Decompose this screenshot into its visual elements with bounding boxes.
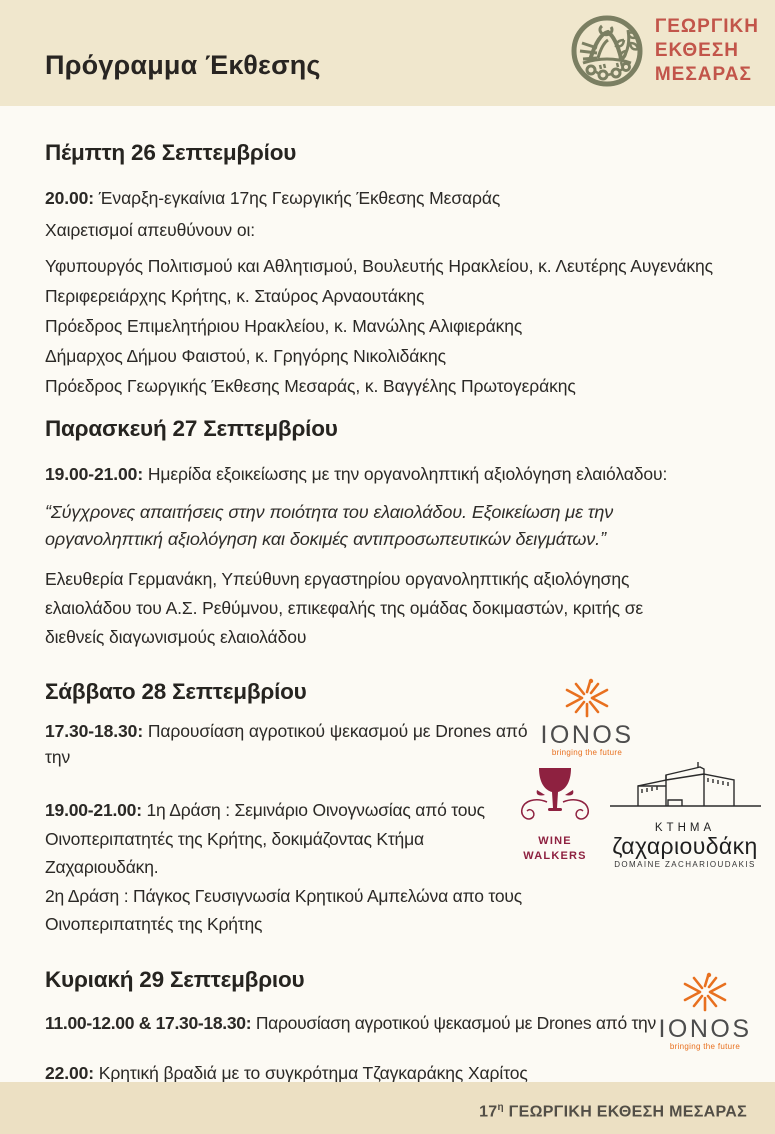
page-header xyxy=(0,0,775,106)
event xyxy=(45,461,745,487)
day-section-sunday xyxy=(45,966,752,1086)
wine-walkers-line1: WINE xyxy=(538,835,572,847)
ionos-logo xyxy=(657,972,753,1051)
day-title: Κυριακή 29 Σεπτεμβριου xyxy=(45,966,305,992)
day-section-thursday xyxy=(45,139,745,401)
ktima-zachariudaki-logo xyxy=(601,762,769,869)
footer-label: ΓΕΩΡΓΙΚΗ ΕΚΘΕΣΗ ΜΕΣΑΡΑΣ xyxy=(503,1103,747,1121)
exhibition-logo-line2: ΕΚΘΕΣΗ xyxy=(654,40,739,61)
exhibition-logo-line1: ΓΕΩΡΓΙΚΗ xyxy=(654,16,759,37)
event-time: 22.00: xyxy=(45,1062,95,1083)
exhibition-logo-text xyxy=(655,15,759,87)
event-text: Έναρξη-εγκαίνια 17ης Γεωργικής Έκθεσης Μεσαράς xyxy=(98,188,501,208)
exhibition-logo xyxy=(569,13,759,89)
event-time: 19.00-21.00: xyxy=(45,800,142,820)
greeter-item: Δήμαρχος Δήμου Φαιστού, κ. Γρηγόρης Νικολιδάκης xyxy=(45,346,446,366)
program-body xyxy=(45,106,758,1086)
wine-glass-icon xyxy=(517,766,593,828)
event-time: 19.00-21.00: xyxy=(45,464,144,484)
ionos-starburst-icon xyxy=(564,678,610,718)
seminar-quote: “Σύγχρονες απαιτήσεις στην ποιότητα του ελαιολάδου. Εξοικείωση με την οργανοληπτική αξιολόγηση και δοκιμές αντιπροσωπευτικών δειγμάτων.” xyxy=(45,502,614,549)
day-title: Πέμπτη 26 Σεπτεμβρίου xyxy=(45,140,297,165)
greeter-item: Περιφερειάρχης Κρήτης, κ. Σταύρος Αρναουτάκης xyxy=(45,286,425,306)
day-title: Σάββατο 28 Σεπτεμβρίου xyxy=(45,679,307,704)
ionos-tagline: bringing the future xyxy=(669,1041,741,1051)
ktima-line2: ζαχαριουδάκη xyxy=(612,833,758,859)
wine-events-text xyxy=(45,796,523,939)
greetings-intro: Χαιρετισμοί απευθύνουν οι: xyxy=(45,220,256,240)
day-section-friday xyxy=(45,415,745,652)
event-time: 11.00-12.00 & 17.30-18.30: xyxy=(45,1012,252,1033)
page-footer xyxy=(0,1082,775,1134)
event xyxy=(45,185,745,211)
event-text: 2η Δράση : Πάγκος Γευσιγνωσία Κρητικού Αμπελώνα απο τους Οινοπεριπατητές της Κρήτης xyxy=(45,885,522,934)
wine-walkers-logo xyxy=(511,766,599,863)
ionos-starburst-icon xyxy=(682,972,728,1012)
event-text: Παρουσίαση αγροτικού ψεκασμού με Drones από την xyxy=(45,721,528,767)
exhibition-emblem-icon xyxy=(569,13,645,89)
footer-edition: 17 xyxy=(479,1103,498,1121)
event-text: Παρουσίαση αγροτικού ψεκασμού με Drones από την xyxy=(255,1012,656,1033)
page-title: Πρόγραμμα Έκθεσης xyxy=(45,50,321,80)
event xyxy=(45,796,523,882)
event-time: 17.30-18.30: xyxy=(45,721,144,741)
event-text: 1η Δράση : Σεμινάριο Οινογνωσίας από τους Οινοπεριπατητές της Κρήτης, δοκιμάζοντας Κτήμα Ζαχαριουδάκη. xyxy=(45,800,485,877)
ktima-line3: DOMAINE ZACHARIOUDAKIS xyxy=(614,860,756,869)
event-text: Κρητική βραδιά με το συγκρότημα Τζαγκαράκης Χαρίτος xyxy=(98,1062,528,1083)
day-section-saturday xyxy=(45,678,758,939)
ionos-tagline: bringing the future xyxy=(551,748,623,757)
event xyxy=(45,1010,665,1036)
ionos-logo-text: IONOS xyxy=(658,1014,752,1043)
winery-building-icon xyxy=(608,762,763,812)
greeter-item: Υφυπουργός Πολιτισμού και Αθλητισμού, Βουλευτής Ηρακλείου, κ. Λευτέρης Αυγενάκης xyxy=(45,256,713,276)
footer-text xyxy=(479,1082,747,1134)
ionos-logo xyxy=(539,678,635,757)
exhibition-logo-line3: ΜΕΣΑΡΑΣ xyxy=(654,64,752,85)
ktima-line1: ΚΤΗΜΑ xyxy=(654,822,716,834)
day-title: Παρασκευή 27 Σεπτεμβρίου xyxy=(45,416,338,441)
speaker-bio: Ελευθερία Γερμανάκη, Υπεύθυνη εργαστηρίου οργανοληπτικής αξιολόγησης ελαιολάδου του Α.Σ. Ρεθύμνου, επικεφαλής της ομάδας δοκιμαστών, κριτής σε διεθνείς διαγωνισμούς ελαιολάδου xyxy=(45,569,644,647)
footer-edition-sup: η xyxy=(497,1102,504,1113)
greeter-item: Πρόεδρος Γεωργικής Έκθεσης Μεσαράς, κ. Βαγγέλης Πρωτογεράκης xyxy=(45,376,576,396)
greeters-list xyxy=(45,251,745,401)
event xyxy=(45,718,545,770)
event-time: 20.00: xyxy=(45,188,95,208)
greeter-item: Πρόεδρος Επιμελητήριου Ηρακλείου, κ. Μανώλης Αλιφιεράκης xyxy=(45,316,523,336)
ionos-logo-text: IONOS xyxy=(540,721,634,749)
event-text: Ημερίδα εξοικείωσης με την οργανοληπτική αξιολόγηση ελαιόλαδου: xyxy=(147,464,668,484)
wine-walkers-line2: WALKERS xyxy=(523,850,587,862)
